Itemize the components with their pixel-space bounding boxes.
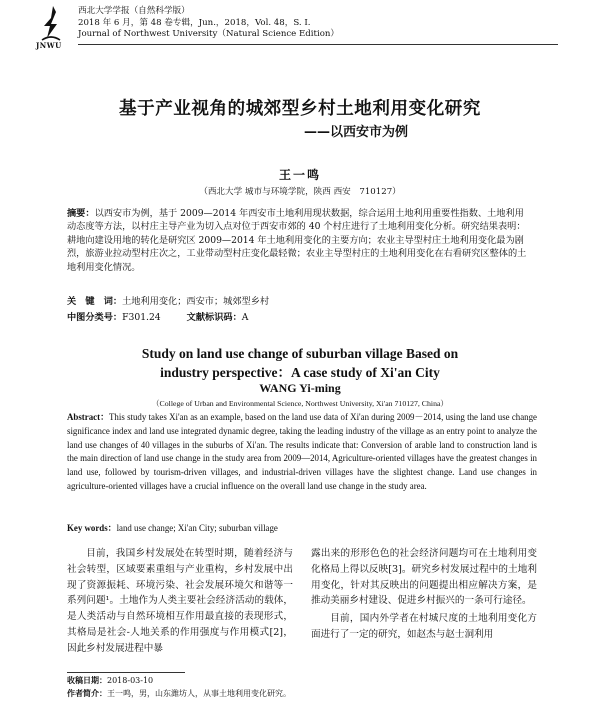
footnote-divider [67, 672, 185, 673]
abstract-en [67, 411, 537, 494]
author-bio [67, 688, 291, 701]
keywords-en-text: land use change; Xi'an City; suburban village [116, 523, 278, 533]
keywords-en [67, 521, 537, 534]
abstract-en-label: Abstract： [67, 412, 110, 422]
author-name-en: WANG Yi-ming [259, 381, 341, 395]
abstract-en-text: This study takes Xi'an as an example, based on the land use data of Xi'an during 2009－2014, using the land use change significance index and land use integrated dynamic degree, taking the leading industry of the village as an entry point to analyze the land use changes of 40 villages in the suburbs of Xi'an. The results indicate that: Conversion of arable land to construction land is the main direction of land use change in the study area from 2009—2014, Agriculture-oriented villages have the greatest changes in land use, followed by tourism-driven villages, and industrial-driven villages have the slightest change. Land use changes in agriculture-oriented villages have a crucial influence on the overall land use change in the study area. [67, 412, 537, 491]
affiliation-en: （College of Urban and Environmental Science, Northwest University, Xi'an 710127, China） [151, 399, 449, 408]
author-name-cn: 王一鸣 [278, 168, 321, 182]
author-bio-label: 作者简介： [67, 688, 107, 698]
affiliation-cn: （西北大学 城市与环境学院，陕西 西安 710127） [199, 187, 401, 197]
abstract-cn-label: 摘要： [67, 208, 95, 219]
body-right-column [311, 546, 537, 643]
subtitle-text: ——以西安市为例 [303, 125, 408, 140]
keywords-cn-text: 土地利用变化；西安市；城郊型乡村 [122, 296, 270, 307]
journal-name-cn: 西北大学学报（自然科学版） [78, 6, 190, 16]
journal-name-en: Journal of Northwest University（Natural Science Edition） [78, 29, 340, 39]
keywords-en-label: Key words： [67, 523, 117, 533]
abstract-cn-text: 以西安市为例，基于 2009—2014 年西安市土地利用现状数据，综合运用土地利用重要性指数、土地利用动态度等方法，以村庄主导产业为切入点对位于西安市郊的 40 个村庄进行了土地利用变化分析。研究结果表明：耕地向建设用地的转化是研究区 2009—2014 年土地利用变化的主要方向；农业主导型村庄土地利用变化最为剧烈，旅游业拉动型村庄次之，工业带动型村庄变化最轻微；农业主导型村庄的土地利用变化在右看研究区整体的土地利用变化情况。 [67, 208, 527, 273]
clc-label: 中图分类号： [67, 312, 123, 323]
classification-line [67, 309, 533, 323]
abstract-cn [67, 207, 533, 274]
body-paragraph: 目前，我国乡村发展处在转型时期，随着经济与社会转型，区域要素重组与产业重构，乡村发展中出现了资源振耗、环境污染、社会发展环境欠和谐等一系列问题¹。土地作为人类主要社会经济活动的载体，是人类活动与自然环境相互作用最直接的表现形式，其格局是社会-人地关系的作用强度与作用模式[2]，因此乡村发展进程中暴 [67, 548, 293, 654]
received-date [67, 675, 291, 688]
title-en: Study on land use change of suburban village Based on industry perspective：A case study of Xi'an City [141, 346, 459, 380]
header-divider [78, 44, 558, 45]
doc-code-label: 文献标识码： [186, 312, 242, 323]
journal-header [78, 6, 339, 41]
footnote [67, 675, 291, 700]
page-subtitle [0, 121, 600, 140]
received-label: 收稿日期： [67, 676, 107, 685]
body-paragraph: 目前，国内外学者在村城尺度的土地利用变化方面进行了一定的研究，如赵杰与赵士洞利用 [311, 613, 537, 640]
doc-code-value: A [241, 312, 249, 323]
body-left-column [67, 546, 293, 657]
body-paragraph: 露出来的形形色色的社会经济问题均可在土地利用变化格局上得以反映[3]。研究乡村发展过程中的土地利用变化，针对其反映出的问题提出相应解决方案，是推动美丽乡村建设、促进乡村振兴的一条可行途径。 [311, 548, 537, 607]
journal-logo-text: JNWU [36, 41, 62, 50]
clc-value: F301.24 [122, 312, 161, 323]
author-bio-value: 王一鸣，男，山东潍坊人，从事土地利用变化研究。 [107, 688, 291, 698]
received-value: 2018-03-10 [107, 676, 154, 685]
journal-issue: 2018 年 6 月，第 48 卷专辑，Jun.，2018，Vol. 48，S. I. [78, 17, 311, 28]
keywords-cn-label: 关 键 词： [67, 296, 123, 307]
keywords-cn [67, 295, 533, 308]
page-title: 基于产业视角的城郊型乡村土地利用变化研究 [119, 99, 481, 119]
